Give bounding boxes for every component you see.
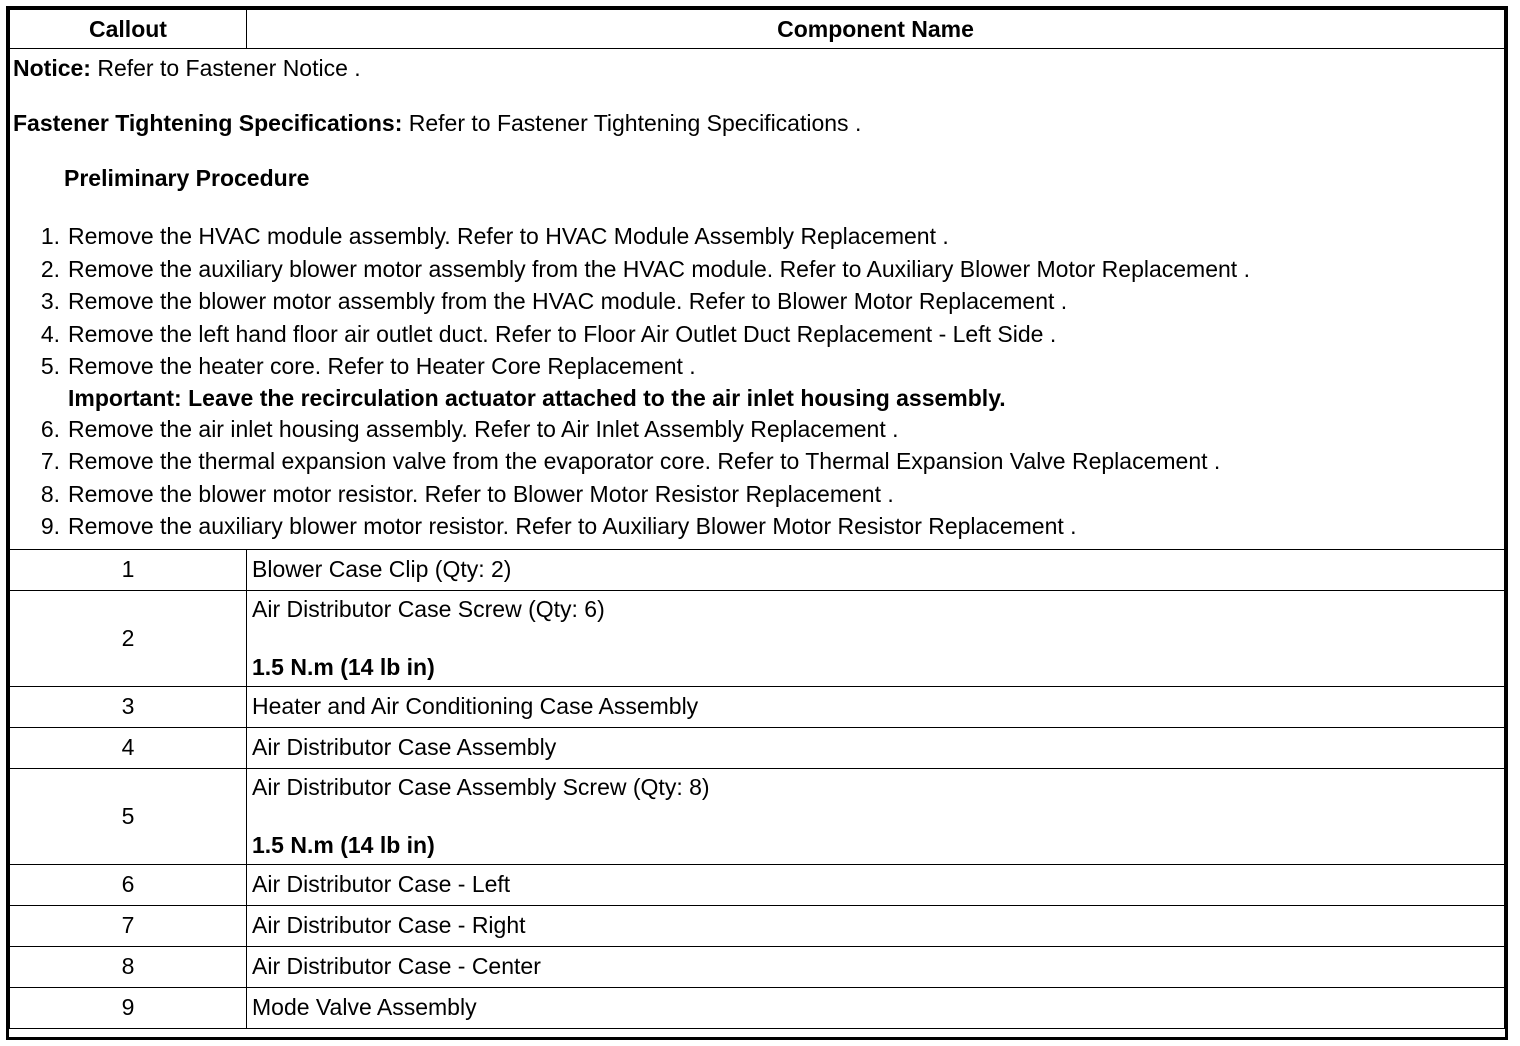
step-text: Remove the auxiliary blower motor resistor. Refer to Auxiliary Blower Motor Resistor Replacement . [68, 513, 1077, 539]
table-row [10, 590, 1505, 686]
callout-cell: 7 [10, 905, 247, 946]
procedure-step [13, 445, 1504, 478]
callout-header: Callout [10, 10, 247, 49]
step-text: Remove the blower motor resistor. Refer to Blower Motor Resistor Replacement . [68, 480, 894, 507]
component-name-cell: Mode Valve Assembly [247, 987, 1505, 1028]
step-text: Remove the auxiliary blower motor assembly from the HVAC module. Refer to Auxiliary Blower Motor Replacement . [68, 255, 1250, 282]
notice-label: Notice: [13, 55, 91, 81]
procedure-step [13, 478, 1504, 511]
procedure-step [13, 350, 1504, 383]
component-name-cell: Air Distributor Case - Center [247, 946, 1505, 987]
component-name-cell [247, 768, 1505, 864]
procedure-step [13, 285, 1504, 318]
step-text: Remove the thermal expansion valve from the evaporator core. Refer to Thermal Expansion Valve Replacement . [68, 448, 1221, 474]
table-row [10, 905, 1505, 946]
table-row [10, 549, 1505, 590]
step-number: 6. [40, 415, 60, 442]
fastener-spec-label: Fastener Tightening Specifications: [13, 110, 403, 136]
component-name-cell: Air Distributor Case Assembly [247, 727, 1505, 768]
step-text: Remove the blower motor assembly from the HVAC module. Refer to Blower Motor Replacement . [68, 288, 1068, 314]
step-number: 3. [40, 288, 60, 314]
component-table [9, 9, 1505, 1029]
callout-cell: 4 [10, 727, 247, 768]
component-table-document [6, 6, 1508, 1040]
torque-spec: 1.5 N.m (14 lb in) [252, 831, 435, 858]
component-name-cell: Air Distributor Case - Right [247, 905, 1505, 946]
component-name-cell [247, 590, 1505, 686]
step-number: 9. [40, 513, 60, 539]
notes-cell [10, 49, 1505, 550]
fastener-spec-text: Refer to Fastener Tightening Specifications . [402, 110, 862, 136]
notice-text: Refer to Fastener Notice . [90, 55, 361, 81]
callout-cell: 3 [10, 686, 247, 727]
callout-cell: 8 [10, 946, 247, 987]
step-number: 4. [40, 320, 60, 347]
step-text: Remove the HVAC module assembly. Refer to HVAC Module Assembly Replacement . [68, 223, 949, 249]
table-row [10, 987, 1505, 1028]
procedure-step [13, 220, 1504, 253]
callout-cell: 5 [10, 768, 247, 864]
step-number: 1. [40, 223, 60, 249]
callout-cell: 9 [10, 987, 247, 1028]
component-name-cell: Air Distributor Case - Left [247, 864, 1505, 905]
procedure-step [13, 413, 1504, 446]
torque-spec: 1.5 N.m (14 lb in) [252, 653, 435, 680]
procedure-step [13, 253, 1504, 286]
step-text: Remove the left hand floor air outlet duct. Refer to Floor Air Outlet Duct Replacement - Left Side . [68, 320, 1057, 347]
important-note: Important: Leave the recirculation actuator attached to the air inlet housing assembly. [68, 384, 1006, 411]
table-row [10, 768, 1505, 864]
step-number: 8. [40, 480, 60, 507]
header-row [10, 10, 1505, 49]
callout-cell: 1 [10, 549, 247, 590]
table-row [10, 864, 1505, 905]
component-name: Air Distributor Case Assembly Screw (Qty: 8) [252, 773, 710, 800]
step-text: Remove the heater core. Refer to Heater Core Replacement . [68, 353, 696, 379]
procedure-step [13, 318, 1504, 351]
preliminary-procedure-title: Preliminary Procedure [64, 165, 310, 191]
table-row [10, 686, 1505, 727]
component-name-header: Component Name [247, 10, 1505, 49]
step-number: 5. [40, 353, 60, 379]
table-row [10, 727, 1505, 768]
callout-cell: 6 [10, 864, 247, 905]
procedure-step [13, 510, 1504, 543]
step-text: Remove the air inlet housing assembly. Refer to Air Inlet Assembly Replacement . [68, 415, 899, 442]
component-name-cell: Blower Case Clip (Qty: 2) [247, 549, 1505, 590]
callout-cell: 2 [10, 590, 247, 686]
component-name: Air Distributor Case Screw (Qty: 6) [252, 595, 605, 622]
table-row [10, 946, 1505, 987]
fastener-spec-line [13, 110, 1504, 136]
step-number: 2. [40, 255, 60, 282]
step-number: 7. [40, 448, 60, 474]
component-name-cell: Heater and Air Conditioning Case Assembly [247, 686, 1505, 727]
notes-row [10, 49, 1505, 550]
notice-line [13, 55, 1504, 81]
